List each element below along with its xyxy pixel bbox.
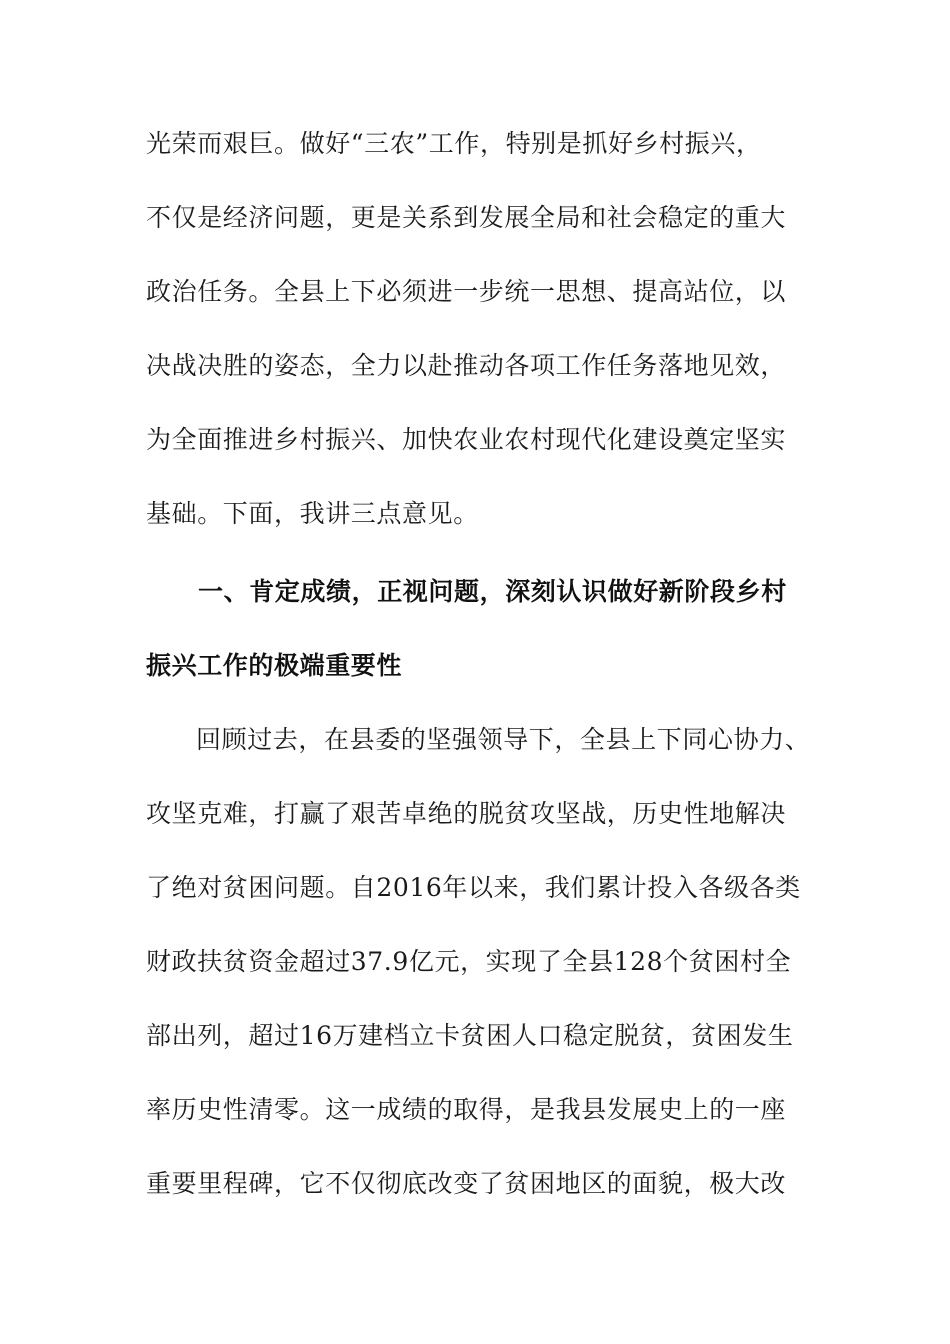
paragraph-line: 回顾过去，在县委的坚强领导下，全县上下同心协力、 (196, 725, 811, 754)
paragraph-line: 率历史性清零。这一成绩的取得，是我县发展史上的一座 (146, 1095, 787, 1124)
paragraph-line: 攻坚克难，打赢了艰苦卓绝的脱贫攻坚战，历史性地解决 (146, 799, 787, 828)
paragraph-line: 财政扶贫资金超过37.9亿元，实现了全县128个贫困村全 (146, 947, 792, 976)
paragraph-line: 光荣而艰巨。做好“三农”工作，特别是抓好乡村振兴， (146, 129, 762, 158)
paragraph-line: 决战决胜的姿态，全力以赴推动各项工作任务落地见效， (146, 351, 787, 380)
paragraph-line: 了绝对贫困问题。自2016年以来，我们累计投入各级各类 (146, 873, 801, 902)
section-heading-continued: 振兴工作的极端重要性 (146, 651, 403, 680)
section-heading: 一、肯定成绩，正视问题，深刻认识做好新阶段乡村 (198, 577, 787, 606)
paragraph-line: 政治任务。全县上下必须进一步统一思想、提高站位，以 (146, 277, 787, 306)
paragraph-line: 为全面推进乡村振兴、加快农业农村现代化建设奠定坚实 (146, 425, 787, 454)
paragraph-line: 部出列，超过16万建档立卡贫困人口稳定脱贫，贫困发生 (146, 1021, 794, 1050)
paragraph-line: 基础。下面，我讲三点意见。 (146, 499, 479, 528)
paragraph-line: 不仅是经济问题，更是关系到发展全局和社会稳定的重大 (146, 203, 787, 232)
paragraph-line: 重要里程碑，它不仅彻底改变了贫困地区的面貌，极大改 (146, 1169, 787, 1198)
